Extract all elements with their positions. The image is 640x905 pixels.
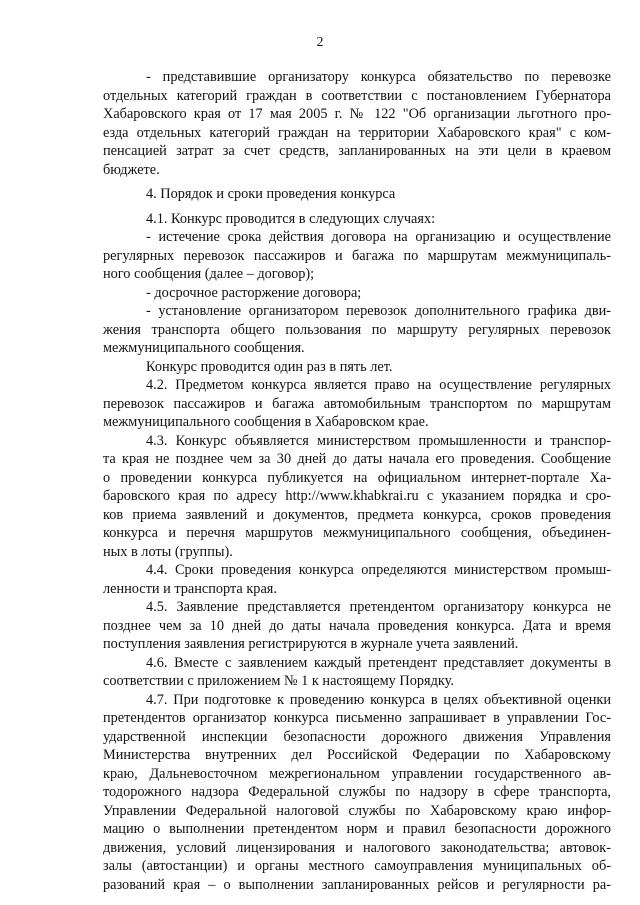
text-line: бюджете. <box>103 161 160 178</box>
text-line: та края не позднее чем за 30 дней до даты начала его проведения. Сообщение <box>103 451 611 467</box>
text-line: 4.5. Заявление представляется претендентом организатору конкурса не <box>146 599 611 615</box>
text-line: 4.4. Сроки проведения конкурса определяются министерством промыш- <box>146 562 611 578</box>
text-line: пенсацией затрат за счет средств, запланированных на эти цели в краевом <box>103 143 611 159</box>
text-line: - истечение срока действия договора на организацию и осуществление <box>146 229 611 245</box>
text-line: регулярных перевозок пассажиров и багажа по маршрутам межмуниципаль- <box>103 247 611 264</box>
text-line: конкурса и перечня маршрутов межмуниципального сообщения, объединен- <box>103 525 611 541</box>
text-line: ного сообщения (далее – договор); <box>103 266 315 282</box>
text-line: 4.6. Вместе с заявлением каждый претендент представляет документы в <box>146 654 611 671</box>
text-line: ных в лоты (группы). <box>103 543 233 560</box>
text-line: позднее чем за 10 дней до даты начала проведения конкурса. Дата и время <box>103 617 611 634</box>
text-line: соответствии с приложением № 1 к настоящему Порядку. <box>103 673 454 689</box>
text-line: претендентов организатор конкурса письменно запрашивает в управлении Гос- <box>103 710 611 726</box>
text-line: Хабаровского края от 17 мая 2005 г. № 122 "Об организации льготного про- <box>103 106 611 122</box>
text-line: 4. Порядок и сроки проведения конкурса <box>146 186 396 202</box>
text-line: 4.3. Конкурс объявляется министерством промышленности и транспор- <box>146 432 611 449</box>
text-line: Управлении Федеральной налоговой службы по Хабаровскому краю инфор- <box>103 802 611 819</box>
text-line: краю, Дальневосточном межрегиональном управлении государственного ав- <box>103 765 611 782</box>
text-line: - установление организатором перевозок дополнительного графика дви- <box>146 303 611 319</box>
text-line: поступления заявления регистрируются в журнале учета заявлений. <box>103 636 519 652</box>
text-line: баровского края по адресу http://www.khabkrai.ru с указанием порядка и сро- <box>103 488 611 504</box>
text-line: жения транспорта общего пользования по маршруту регулярных перевозок <box>103 321 611 338</box>
text-line: о проведении конкурса публикуется на официальном интернет-портале Ха- <box>103 469 611 486</box>
text-line: залы (автостанции) и органы местного самоуправления муниципальных об- <box>103 858 611 874</box>
text-line: Министерства внутренних дел Российской Федерации по Хабаровскому <box>103 747 611 763</box>
text-line: перевозок пассажиров и багажа автомобильным транспортом по маршрутам <box>103 395 611 412</box>
text-line: разований края – о выполнении запланированных рейсов и регулярности ра- <box>103 876 611 893</box>
text-line: ударственной инспекции безопасности дорожного движения Управления <box>103 728 611 745</box>
text-line: 4.1. Конкурс проводится в следующих случаях: <box>146 210 436 227</box>
text-line: езда отдельных категорий граждан на территории Хабаровского края" с ком- <box>103 124 611 141</box>
text-line: мацию о выполнении претендентом норм и правил безопасности дорожного <box>103 821 611 837</box>
text-line: 4.2. Предметом конкурса является право на осуществление регулярных <box>146 377 611 393</box>
text-line: ков приема заявлений и документов, предмета конкурса, сроков проведения <box>103 506 611 523</box>
text-line: - досрочное расторжение договора; <box>146 284 362 301</box>
text-line: Конкурс проводится один раз в пять лет. <box>146 358 393 375</box>
text-line: - представившие организатору конкурса обязательство по перевозке <box>146 69 611 85</box>
text-line: 4.7. При подготовке к проведению конкурса в целях объективной оценки <box>146 691 611 708</box>
text-line: межмуниципального сообщения в Хабаровском крае. <box>103 414 429 430</box>
text-line: ленности и транспорта края. <box>103 580 277 597</box>
document-body <box>103 68 611 894</box>
text-line: межмуниципального сообщения. <box>103 340 305 356</box>
text-line: тодорожного надзора Федеральной службы по надзору в сфере транспорта, <box>103 784 611 800</box>
page-number: 2 <box>316 35 324 50</box>
text-line: движения, условий лицензирования и налогового законодательства; автовок- <box>103 839 611 856</box>
text-line: отдельных категорий граждан в соответствии с постановлением Губернатора <box>103 87 611 104</box>
